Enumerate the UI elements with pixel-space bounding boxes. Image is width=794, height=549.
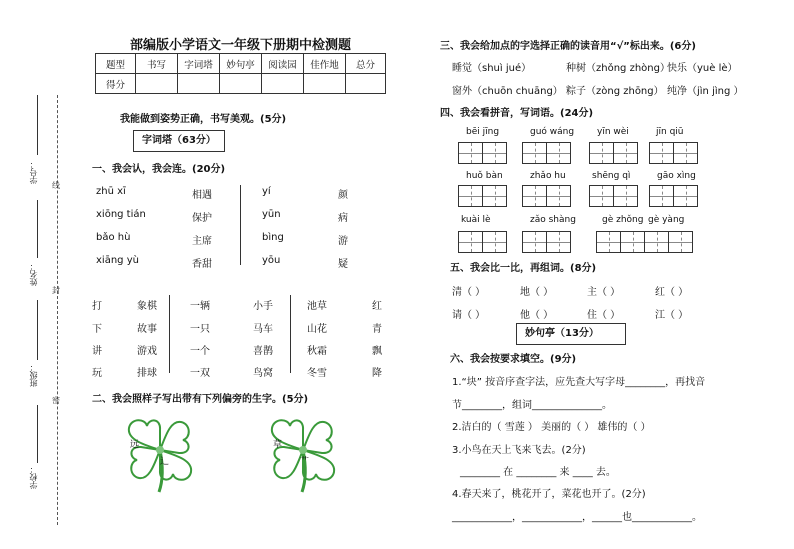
tianzige-pair[interactable] — [649, 185, 697, 207]
leaf1-radical: 辶 — [160, 457, 170, 467]
q4-pinyin: gè zhǒng — [602, 215, 644, 225]
score-header-cell: 总分 — [346, 54, 386, 74]
q6-line2[interactable]: 2.洁白的（ 雪莲 ） 美丽的（ ） 雄伟的（ ） — [452, 422, 651, 433]
q5-item[interactable]: 清（ ） — [452, 287, 486, 298]
score-cell[interactable] — [304, 74, 346, 94]
q5-item[interactable]: 地（ ） — [520, 287, 554, 298]
score-cell[interactable] — [220, 74, 262, 94]
q5-title: 五、我会比一比，再组词。(8分) — [450, 263, 597, 274]
score-row-label: 得分 — [96, 74, 136, 94]
match-char: 青 — [372, 324, 382, 335]
q1-pinyin: xiōng tián — [96, 209, 146, 220]
q5-item[interactable]: 请（ ） — [452, 310, 486, 321]
q1-pinyin: yí — [262, 186, 271, 197]
score-header-cell: 妙句亭 — [220, 54, 262, 74]
q4-pinyin: guó wáng — [530, 127, 575, 137]
q3-item[interactable]: 睡觉（shuì jué） — [452, 63, 532, 74]
q1-pinyin: yūn — [262, 209, 281, 220]
match-object: 故事 — [137, 324, 157, 335]
score-table-row — [96, 74, 386, 94]
q4-pinyin: bēi jīng — [466, 127, 500, 137]
q1-char: 游 — [338, 236, 348, 247]
match-object: 排球 — [137, 368, 157, 379]
q5-item[interactable]: 他（ ） — [520, 310, 554, 321]
score-header-cell: 字词塔 — [178, 54, 220, 74]
q1-pinyin: yōu — [262, 255, 281, 266]
match-measure: 一个 — [190, 346, 210, 357]
match-object: 象棋 — [137, 301, 157, 312]
score-cell[interactable] — [178, 74, 220, 94]
blank-student-number[interactable] — [37, 95, 38, 155]
match-verb: 下 — [92, 324, 102, 335]
q4-pinyin: gāo xìng — [657, 171, 696, 181]
q4-pinyin: huǒ bàn — [466, 171, 503, 181]
score-cell[interactable] — [346, 74, 386, 94]
q6-line3-answer[interactable]: ________ 在 ________ 来 ____ 去。 — [460, 467, 616, 478]
match-measure: 一只 — [190, 324, 210, 335]
leaf2-radical: 艹 — [300, 457, 310, 467]
q1-word: 香甜 — [192, 259, 212, 270]
q5-item[interactable]: 江（ ） — [655, 310, 689, 321]
label-name: 姓名： — [29, 262, 38, 286]
q1-title: 一、我会认，我会连。(20分) — [92, 164, 226, 175]
match-char: 红 — [372, 301, 382, 312]
match-verb: 讲 — [92, 346, 102, 357]
q1-pinyin: bǎo hù — [96, 232, 131, 243]
label-school: 学校： — [29, 465, 38, 489]
q4-pinyin: yīn wèi — [597, 127, 629, 137]
q1-pinyin: bìng — [262, 232, 284, 243]
page-title: 部编版小学语文一年级下册期中检测题 — [130, 38, 352, 53]
q5-item[interactable]: 主（ ） — [587, 287, 621, 298]
section-title-cici-ta: 字词塔（63分） — [133, 130, 225, 152]
match-verb: 玩 — [92, 368, 102, 379]
q3-item[interactable]: 粽子（zòng zhōng） — [566, 86, 664, 97]
label-class: 班级： — [29, 363, 38, 387]
q4-pinyin: zǎo shàng — [530, 215, 576, 225]
clover-leaf-1 — [115, 410, 205, 495]
margin-mark-xian: 线 — [52, 181, 60, 190]
tianzige-pair[interactable] — [522, 142, 570, 164]
q4-pinyin: jīn qiū — [656, 127, 684, 137]
q1-pinyin: zhū xī — [96, 186, 126, 197]
match-verb: 打 — [92, 301, 102, 312]
section-title-miaoju-ting: 妙句亭（13分） — [516, 323, 626, 345]
leaf2-word: 草 — [273, 440, 283, 450]
tianzige-quad[interactable] — [596, 231, 692, 253]
score-cell[interactable] — [262, 74, 304, 94]
q6-line1b[interactable]: 节________，组词______________。 — [452, 400, 612, 411]
score-table — [95, 53, 386, 94]
q4-pinyin: zhǎo hu — [530, 171, 566, 181]
tianzige-pair[interactable] — [458, 142, 506, 164]
tianzige-pair[interactable] — [649, 142, 697, 164]
blank-school[interactable] — [37, 405, 38, 463]
handwriting-instruction: 我能做到姿势正确，书写美观。(5分) — [120, 114, 287, 125]
score-header-cell: 书写 — [136, 54, 178, 74]
q4-pinyin: shēng qì — [592, 171, 631, 181]
binding-line — [57, 95, 58, 525]
q6-line3: 3.小鸟在天上飞来飞去。(2分) — [452, 445, 586, 456]
q3-item[interactable]: 纯净（jìn jìng ） — [667, 86, 744, 97]
score-header-cell: 题型 — [96, 54, 136, 74]
q5-item[interactable]: 红（ ） — [655, 287, 689, 298]
q4-title: 四、我会看拼音，写词语。(24分) — [440, 108, 594, 119]
q3-title: 三、我会给加点的字选择正确的读音用“√”标出来。(6分) — [440, 41, 696, 52]
tianzige-pair[interactable] — [589, 142, 637, 164]
match-scene: 冬雪 — [307, 368, 327, 379]
q3-item[interactable]: 窗外（chuōn chuāng） — [452, 86, 563, 97]
score-table-header — [96, 54, 386, 74]
q5-item[interactable]: 住（ ） — [587, 310, 621, 321]
tianzige-pair[interactable] — [522, 231, 570, 253]
tianzige-pair[interactable] — [589, 185, 637, 207]
match-divider — [169, 295, 170, 373]
q1-word: 主席 — [192, 236, 212, 247]
match-noun: 鸟窝 — [253, 368, 273, 379]
q1-word: 保护 — [192, 213, 212, 224]
q3-item[interactable]: 种树（zhǒng zhòng） — [566, 63, 670, 74]
q1-divider — [240, 185, 241, 265]
match-measure: 一双 — [190, 368, 210, 379]
match-measure: 一辆 — [190, 301, 210, 312]
match-object: 游戏 — [137, 346, 157, 357]
match-divider — [290, 295, 291, 373]
q2-title: 二、我会照样子写出带有下列偏旁的生字。(5分) — [92, 394, 309, 405]
match-noun: 马车 — [253, 324, 273, 335]
score-header-cell: 阅读园 — [262, 54, 304, 74]
score-header-cell: 佳作地 — [304, 54, 346, 74]
blank-class[interactable] — [37, 300, 38, 360]
q1-char: 颜 — [338, 190, 348, 201]
q1-char: 病 — [338, 213, 348, 224]
clover-leaf-2 — [258, 410, 348, 495]
q4-pinyin: gè yàng — [648, 215, 685, 225]
tianzige-pair[interactable] — [522, 185, 570, 207]
match-scene: 秋霜 — [307, 346, 327, 357]
q3-item[interactable]: 快乐（yuè lè） — [667, 63, 738, 74]
match-noun: 小手 — [253, 301, 273, 312]
match-scene: 池草 — [307, 301, 327, 312]
q1-pinyin: xiāng yù — [96, 255, 139, 266]
match-char: 飘 — [372, 346, 382, 357]
margin-mark-feng: 封 — [52, 286, 60, 295]
margin-mark-mi: 密 — [52, 396, 60, 405]
leaf1-word: 远 — [130, 440, 140, 450]
match-noun: 喜鹊 — [253, 346, 273, 357]
q6-line4-answer[interactable]: ____________，____________，______也____________。 — [452, 512, 702, 523]
label-student-number: 学号： — [29, 160, 38, 184]
q6-line1a[interactable]: 1.“块” 按音序查字法，应先查大写字母________，再找音 — [452, 377, 706, 388]
score-cell[interactable] — [136, 74, 178, 94]
tianzige-pair[interactable] — [458, 231, 506, 253]
q4-pinyin: kuài lè — [461, 215, 491, 225]
blank-name[interactable] — [37, 200, 38, 258]
tianzige-pair[interactable] — [458, 185, 506, 207]
match-scene: 山花 — [307, 324, 327, 335]
q6-title: 六、我会按要求填空。(9分) — [450, 354, 577, 365]
q1-word: 相遇 — [192, 190, 212, 201]
q1-char: 疑 — [338, 259, 348, 270]
match-char: 降 — [372, 368, 382, 379]
q6-line4: 4.春天来了，桃花开了，菜花也开了。(2分) — [452, 489, 646, 500]
